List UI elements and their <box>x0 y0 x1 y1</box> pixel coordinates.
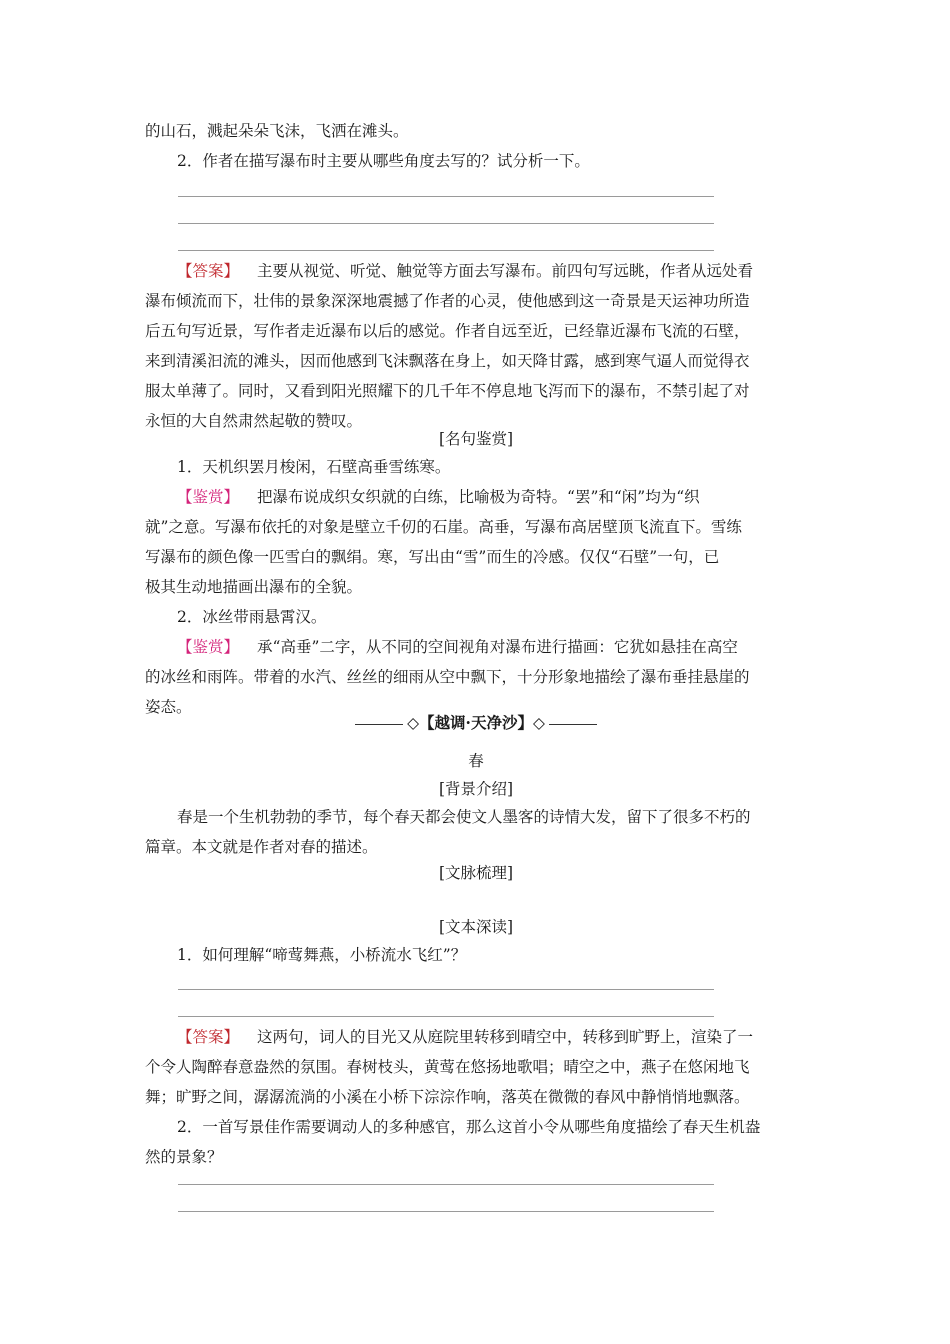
text-line: 把瀑布说成织女织就的白练，比喻极为奇特。“罢”和“闲”均为“织 <box>257 488 700 506</box>
text-line: 姿态。 <box>145 698 192 716</box>
deep-question-1: 1．如何理解“啼莺舞燕，小桥流水飞红”？ <box>177 946 467 964</box>
answer-line <box>178 250 714 251</box>
answer-line <box>178 196 714 197</box>
deep-reading-header: [文本深读] <box>438 918 514 936</box>
famous-header: [名句鉴赏] <box>438 430 514 448</box>
text-line: 的冰丝和雨阵。带着的水汽、丝丝的细雨从空中飘下，十分形象地描绘了瀑布垂挂悬崖的 <box>145 668 750 686</box>
text-line: 篇章。本文就是作者对春的描述。 <box>145 838 378 856</box>
answer-paragraph-1 <box>145 256 807 436</box>
text-line: 永恒的大自然肃然起敬的赞叹。 <box>145 412 363 430</box>
outline-header: [文脉梳理] <box>438 864 514 882</box>
text-line: 的山石，溅起朵朵飞沫，飞洒在滩头。 <box>145 122 409 140</box>
text-line: 来到清溪汩流的滩头，因而他感到飞沫飘落在身上，如天降甘露，感到寒气逼人而觉得衣 <box>145 352 750 370</box>
text-line: 春是一个生机勃勃的季节，每个春天都会使文人墨客的诗情大发，留下了很多不朽的 <box>177 808 751 826</box>
answer-line <box>178 989 714 990</box>
text-line: 瀑布倾流而下，壮伟的景象深深地震撼了作者的心灵，使他感到这一奇景是天运神功所造 <box>145 292 750 310</box>
background-header: [背景介绍] <box>438 780 514 798</box>
answer-paragraph-2 <box>145 1022 807 1172</box>
text-line: 写瀑布的颜色像一匹雪白的飘绢。寒，写出由“雪”而生的冷感。仅仅“石壁”一句，已 <box>145 548 720 566</box>
answer-line <box>178 1184 714 1185</box>
background-paragraph <box>145 802 807 862</box>
diamond-icon: ◇ <box>532 714 545 732</box>
paragraph-continuation <box>145 116 807 176</box>
answer-line <box>178 1016 714 1017</box>
divider-rule-left <box>355 724 403 725</box>
appreciation-tag: 【鉴赏】 <box>177 638 240 656</box>
text-line: 承“高垂”二字，从不同的空间视角对瀑布进行描画：它犹如悬挂在高空 <box>257 638 738 656</box>
text-line: 个令人陶醉春意盎然的氛围。春树枝头，黄莺在悠扬地歌唱；晴空之中，燕子在悠闲地飞 <box>145 1058 750 1076</box>
text-line: 后五句写近景，写作者走近瀑布以后的感觉。作者自远至近，已经靠近瀑布飞流的石壁， <box>145 322 750 340</box>
deep-question-2: 2．一首写景佳作需要调动人的多种感官，那么这首小令从哪些角度描绘了春天生机盎 <box>177 1118 761 1136</box>
answer-tag: 【答案】 <box>177 262 240 280</box>
text-line: 这两句，词人的目光又从庭院里转移到晴空中，转移到旷野上，渲染了一 <box>257 1028 754 1046</box>
section-divider <box>145 708 807 738</box>
poem-title: 春 <box>468 752 484 770</box>
text-line: 主要从视觉、听觉、触觉等方面去写瀑布。前四句写远眺，作者从远处看 <box>257 262 754 280</box>
famous-line-2: 2．冰丝带雨悬霄汉。 <box>177 608 327 626</box>
text-line: 然的景象？ <box>145 1148 223 1166</box>
famous-line-1: 1．天机织罢月梭闲，石壁高垂雪练寒。 <box>177 458 451 476</box>
deep-question-1-block <box>145 940 807 970</box>
section-title: 【越调·天净沙】 <box>419 713 533 732</box>
text-line: 就”之意。写瀑布依托的对象是壁立千仞的石崖。高垂，写瀑布高居壁顶飞流直下。雪练 <box>145 518 742 536</box>
answer-line <box>178 1211 714 1212</box>
divider-rule-right <box>549 724 597 725</box>
answer-line <box>178 223 714 224</box>
answer-tag: 【答案】 <box>177 1028 240 1046</box>
diamond-icon: ◇ <box>407 714 420 732</box>
question-2: 2．作者在描写瀑布时主要从哪些角度去写的？试分析一下。 <box>177 152 590 170</box>
text-line: 服太单薄了。同时，又看到阳光照耀下的几千年不停息地飞泻而下的瀑布，不禁引起了对 <box>145 382 750 400</box>
text-line: 舞；旷野之间，潺潺流淌的小溪在小桥下淙淙作响，落英在微微的春风中静悄悄地飘落。 <box>145 1088 750 1106</box>
text-line: 极其生动地描画出瀑布的全貌。 <box>145 578 363 596</box>
appreciation-tag: 【鉴赏】 <box>177 488 240 506</box>
appreciation-block-1 <box>145 452 807 722</box>
